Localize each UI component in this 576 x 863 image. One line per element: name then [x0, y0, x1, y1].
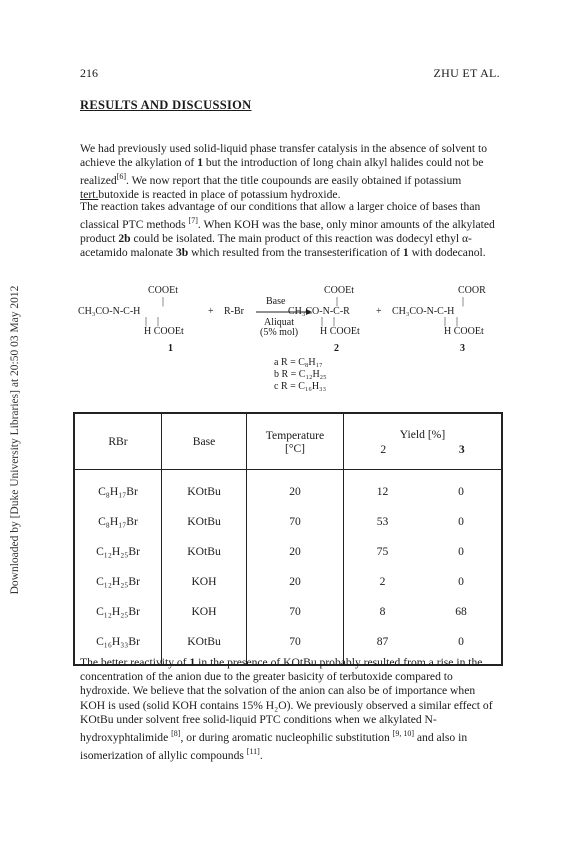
compound-1-bottom: H COOEt: [144, 326, 184, 337]
header-yield: Yield [%] 2 3: [344, 413, 503, 470]
reaction-scheme: COOEt | CH₃CO-N-C-H | | H COOEt 1 + R-Br Base Aliquat (5% mol) COOEt | CH₃CO-N-C-R | | H COOEt 2 + COOR | CH₃CO-N-C-H | | H COOEt 3 a R = C₈H₁₇ b R = C₁₂H₂₅ c R = C₁₆H₃₃: [78, 285, 486, 392]
citation: [9, 10]: [392, 729, 414, 739]
table-row: C₁₂H₂₅Br KOtBu 20 75 0: [74, 536, 502, 566]
compound-2-top: COOEt: [324, 285, 354, 296]
citation: [8]: [171, 729, 181, 739]
compound-3-bottom: H COOEt: [444, 326, 484, 337]
compound-1-top: COOEt: [148, 285, 178, 296]
citation: [6]: [116, 172, 127, 182]
section-heading: RESULTS AND DISCUSSION: [80, 98, 252, 112]
r-definition-c: c R = C₁₆H₃₃: [274, 381, 327, 392]
compound-2-bottom: H COOEt: [320, 326, 360, 337]
plus-sign: +: [376, 306, 382, 317]
header-temperature: Temperature [°C]: [247, 413, 344, 470]
page-number: 216: [80, 66, 98, 80]
citation: [7]: [188, 216, 198, 226]
table-row: C₈H₁₇Br KOtBu 20 12 0: [74, 470, 502, 507]
running-head: ZHU ET AL.: [433, 66, 500, 80]
table-row: C₁₆H₃₃Br KOtBu 70 87 0: [74, 626, 502, 665]
header-base: Base: [162, 413, 247, 470]
paragraph-2: The reaction takes advantage of our conditions that allow a larger choice of bases than classical PTC methods [7]. When KOH was the base, only minor amounts of the alkylated product 2b could be isolated. The main product of this reaction was dodecyl ethyl α-acetamido malonate 3b which resulted from the transesterification of 1 with dodecanol.: [80, 200, 495, 260]
r-definition-a: a R = C₈H₁₇: [274, 357, 323, 368]
table-header-row: [74, 413, 502, 470]
table-row: C₁₂H₂₅Br KOH 70 8 68: [74, 596, 502, 626]
download-watermark: [0, 0, 30, 863]
alkyl-bromide: R-Br: [224, 306, 244, 317]
arrow-amount: (5% mol): [260, 327, 299, 338]
compound-1-main: CH₃CO-N-C-H: [78, 306, 141, 317]
table-row: C₁₂H₂₅Br KOH 20 2 0: [74, 566, 502, 596]
plus-sign: +: [208, 306, 214, 317]
compound-2-main: CH₃CO-N-C-R: [288, 306, 350, 317]
citation: [11]: [246, 747, 260, 757]
compound-2-label: 2: [334, 343, 339, 354]
compound-3-top: COOR: [458, 285, 486, 296]
arrow-reagent: Base: [266, 296, 286, 307]
compound-3-main: CH₃CO-N-C-H: [392, 306, 455, 317]
compound-3-label: 3: [460, 343, 465, 354]
paragraph-3: The better reactivity of 1 in the presence of KOtBu probably resulted from a rise in the concentration of the anion due to the greater basicity of terbutoxide compared to hydroxide. We believe that the solvation of the anion can also be of importance when KOH is used (solid KOH contains 15% H₂O). We previously observed a similar effect of KOtBu under solvent free solid-liquid PTC conditions when we alkylated N-hydroxyphtalimide [8], or during aromatic nucleophilic substitution [9, 10] and also in isomerization of allylic compounds [11].: [80, 656, 493, 762]
header-rbr: RBr: [74, 413, 162, 470]
watermark-text: Downloaded by [Duke University Libraries] at 20:50 03 May 2012: [9, 285, 21, 595]
r-definition-b: b R = C₁₂H₂₅: [274, 369, 327, 380]
arrow-catalyst: Aliquat: [264, 317, 294, 328]
table-row: C₈H₁₇Br KOtBu 70 53 0: [74, 506, 502, 536]
compound-1-label: 1: [168, 343, 173, 354]
yield-table: [73, 412, 503, 666]
paragraph-1: We had previously used solid-liquid phase transfer catalysis in the absence of solvent to achieve the alkylation of 1 but the introduction of long chain alkyl halides could not be realized[6]. We now report that the title coupounds are easily obtained if potassium tert.butoxide is reacted in place of potassium hydroxide.: [80, 142, 487, 202]
